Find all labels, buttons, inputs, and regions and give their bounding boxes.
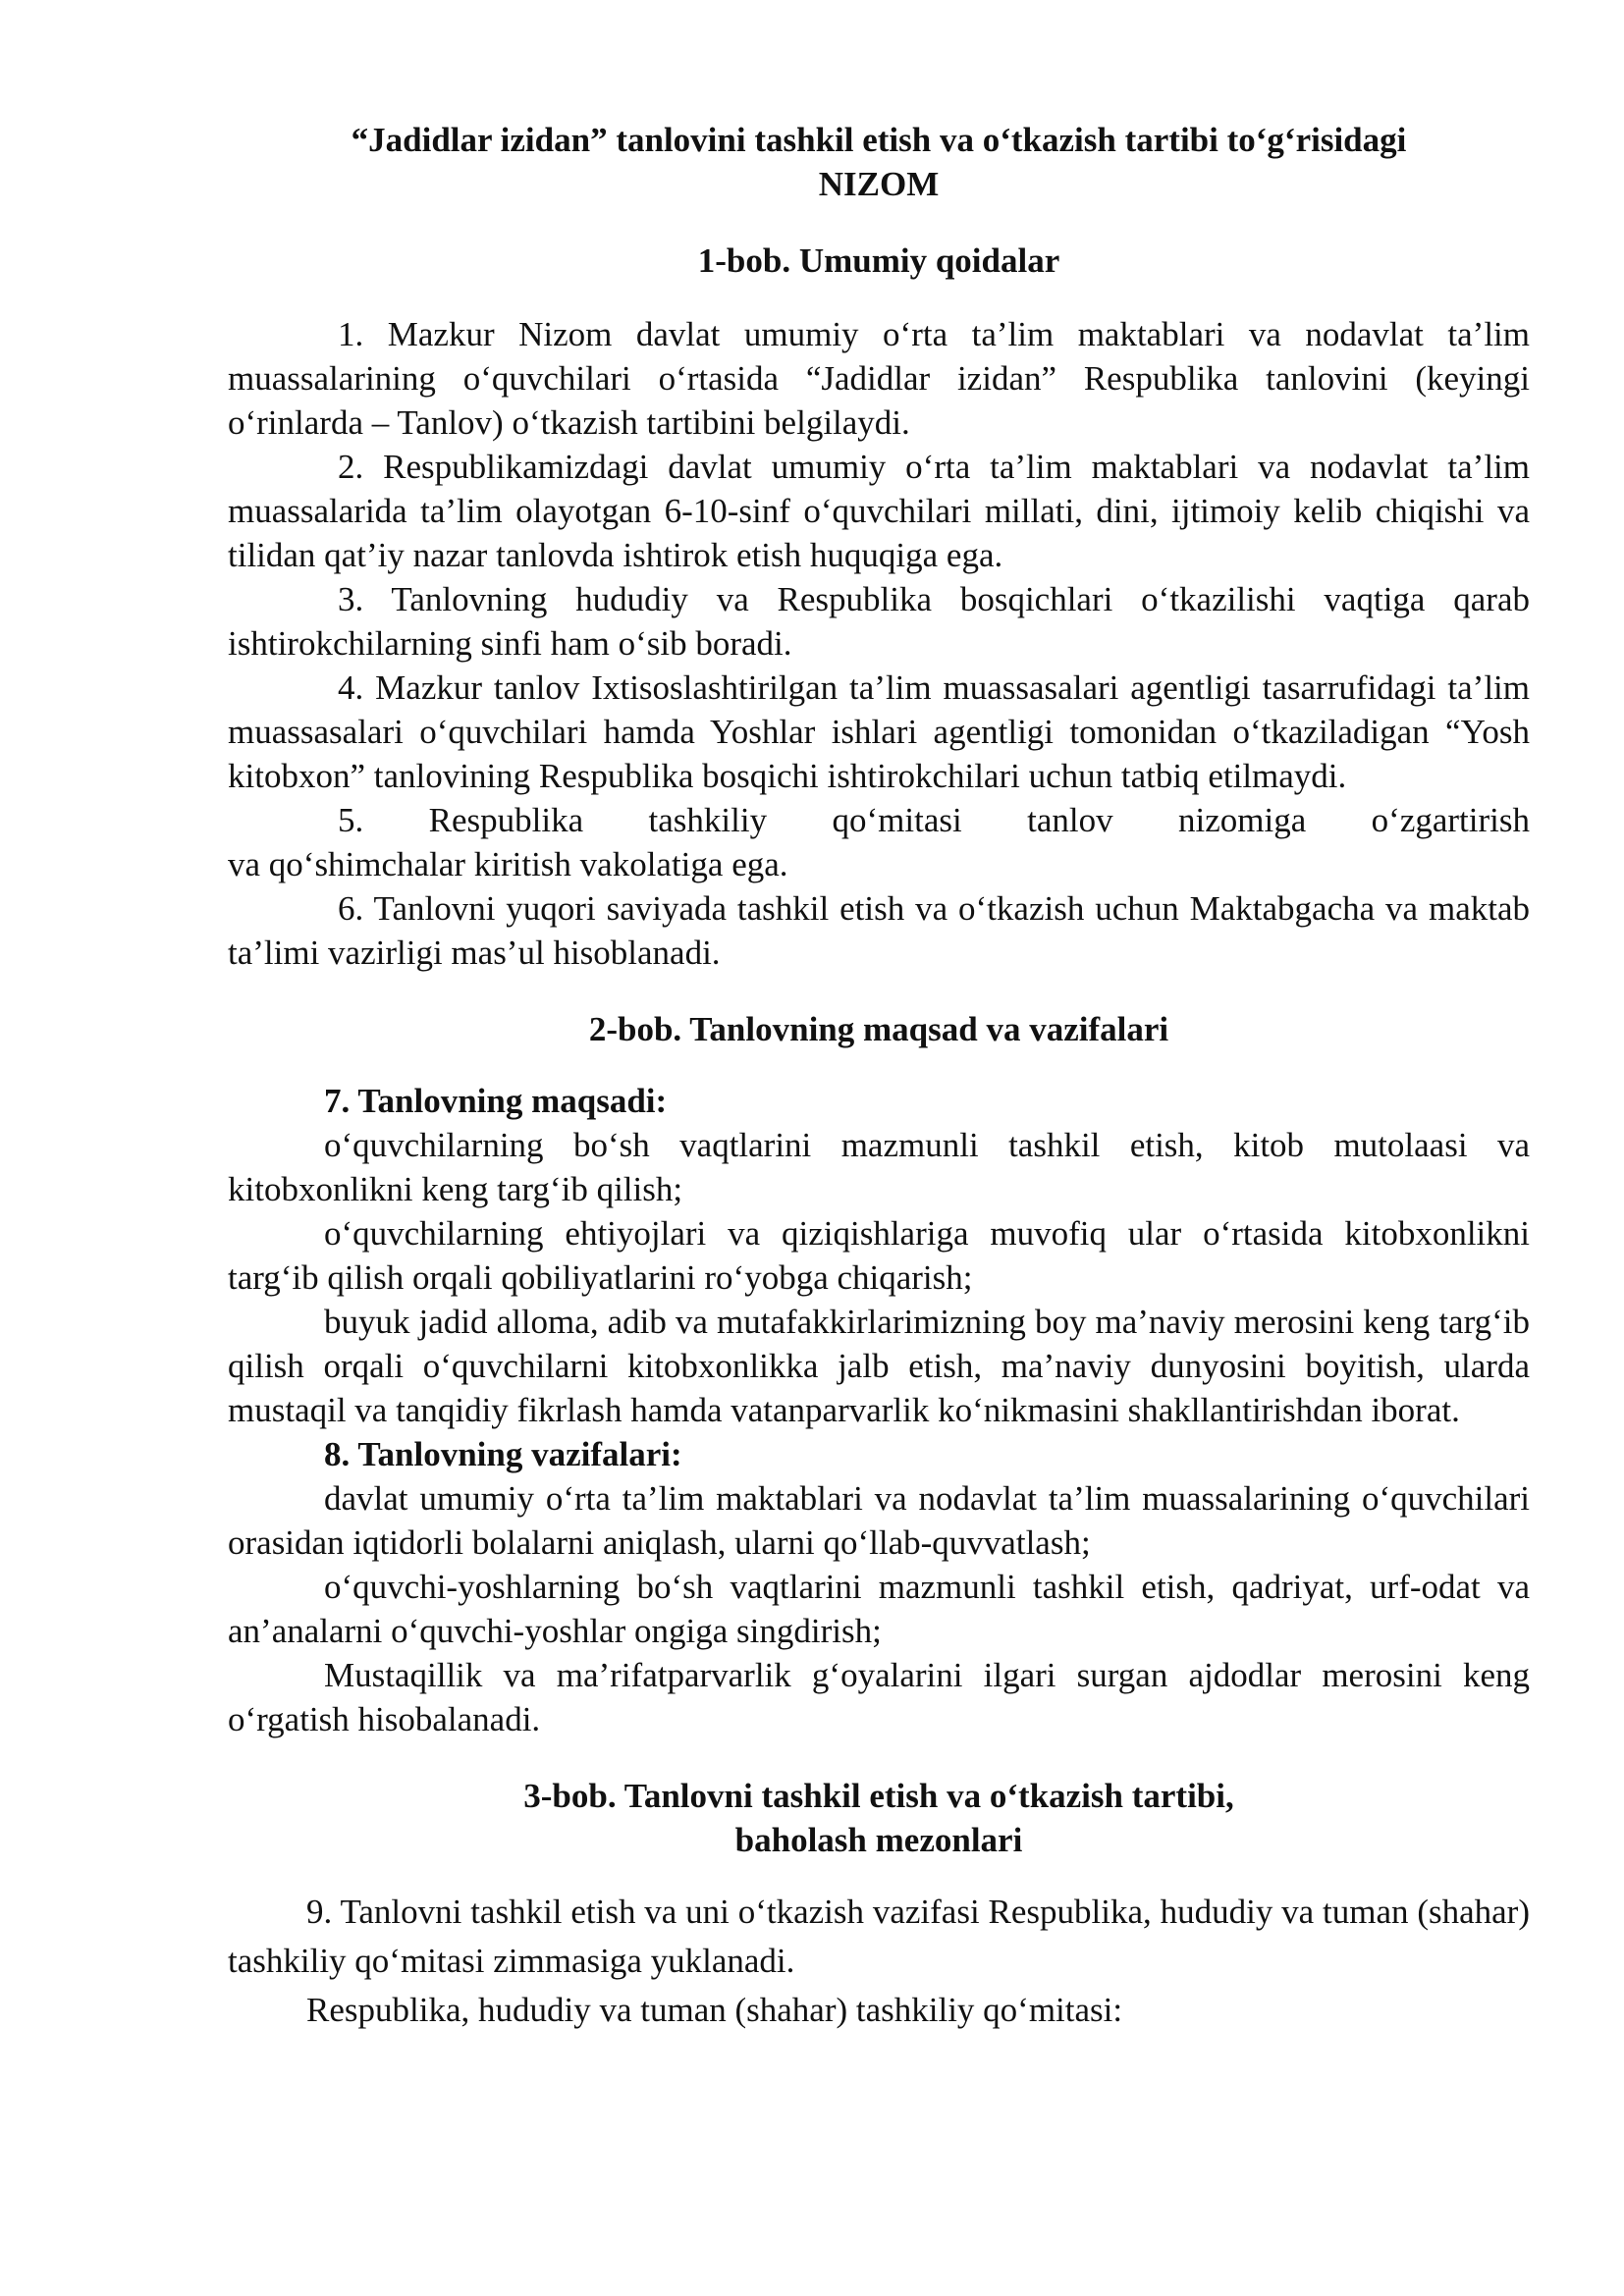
paragraph-item-5-line1: 5. Respublika tashkiliy qo‘mitasi tanlov nizomiga o‘zgartirish	[338, 801, 1530, 839]
paragraph-item-5-line2: va qo‘shimchalar kiritish vakolatiga ega.	[228, 845, 788, 883]
paragraph-item-4: 4. Mazkur tanlov Ixtisoslashtirilgan ta’lim muassasalari agentligi tasarrufidagi ta’lim muassasalari o‘quvchilari hamda Yoshlar ishlari agentligi tomonidan o‘tkaziladigan “Yosh kitobxon” tanlovining Respublika bosqichi ishtirokchilari uchun tatbiq etilmaydi.	[228, 668, 1530, 795]
chapter3-body	[228, 1888, 1530, 2035]
chapter2-heading: 2-bob. Tanlovning maqsad va vazifalari	[588, 1010, 1169, 1048]
item7-paragraph-1: o‘quvchilarning bo‘sh vaqtlarini mazmunli tashkil etish, kitob mutolaasi va kitobxonlikni keng targ‘ib qilish;	[228, 1126, 1530, 1208]
paragraph-committee: Respublika, hududiy va tuman (shahar) tashkiliy qo‘mitasi:	[306, 1991, 1123, 2029]
chapter3-heading-line1: 3-bob. Tanlovni tashkil etish va o‘tkazish tartibi,	[523, 1777, 1234, 1815]
item7-paragraph-3: buyuk jadid alloma, adib va mutafakkirlarimizning boy ma’naviy merosini keng targ‘ib qilish orqali o‘quvchilarni kitobxonlikka jalb etish, ma’naviy dunyosini boyitish, ularda mustaqil va tanqidiy fikrlash hamda vatanparvarlik ko‘nikmasini shakllantirishdan iborat.	[228, 1303, 1530, 1429]
chapter1-heading: 1-bob. Umumiy qoidalar	[697, 241, 1060, 280]
document-title-line2: NIZOM	[818, 165, 940, 203]
item7-heading: 7. Tanlovning maqsadi:	[324, 1082, 668, 1120]
chapter1-body	[228, 312, 1530, 975]
item8-paragraph-3: Mustaqillik va ma’rifatparvarlik g‘oyalarini ilgari surgan ajdodlar merosini keng o‘rgatish hisobalanadi.	[228, 1656, 1530, 1738]
paragraph-item-2: 2. Respublikamizdagi davlat umumiy o‘rta ta’lim maktablari va nodavlat ta’lim muassalarida ta’lim olayotgan 6-10-sinf o‘quvchilari millati, dini, ijtimoiy kelib chiqishi va tilidan qat’iy nazar tanlovda ishtirok etish huquqiga ega.	[228, 448, 1530, 574]
chapter3-heading-line2: baholash mezonlari	[734, 1821, 1023, 1859]
item7-paragraph-2: o‘quvchilarning ehtiyojlari va qiziqishlariga muvofiq ular o‘rtasida kitobxonlikni targ‘ib qilish orqali qobiliyatlarini ro‘yobga chiqarish;	[228, 1214, 1530, 1297]
item8-paragraph-1: davlat umumiy o‘rta ta’lim maktablari va nodavlat ta’lim muassalarining o‘quvchilari orasidan iqtidorli bolalarni aniqlash, ularni qo‘llab-quvvatlash;	[228, 1479, 1530, 1562]
paragraph-item-1: 1. Mazkur Nizom davlat umumiy o‘rta ta’lim maktablari va nodavlat ta’lim muassalarining o‘quvchilari o‘rtasida “Jadidlar izidan” Respublika tanlovini (keyingi o‘rinlarda – Tanlov) o‘tkazish tartibini belgilaydi.	[228, 315, 1530, 442]
chapter2-body	[228, 1079, 1530, 1741]
document-title-line1: “Jadidlar izidan” tanlovini tashkil etish va o‘tkazish tartibi to‘g‘risidagi	[351, 121, 1407, 159]
paragraph-item-3: 3. Tanlovning hududiy va Respublika bosqichlari o‘tkazilishi vaqtiga qarab ishtirokchilarning sinfi ham o‘sib boradi.	[228, 580, 1530, 663]
item8-heading: 8. Tanlovning vazifalari:	[324, 1435, 682, 1473]
paragraph-item-9: 9. Tanlovni tashkil etish va uni o‘tkazish vazifasi Respublika, hududiy va tuman (shahar) tashkiliy qo‘mitasi zimmasiga yuklanadi.	[228, 1893, 1530, 1980]
document-page	[228, 118, 1530, 2035]
paragraph-item-6: 6. Tanlovni yuqori saviyada tashkil etish va o‘tkazish uchun Maktabgacha va maktab ta’limi vazirligi mas’ul hisoblanadi.	[228, 889, 1530, 972]
item8-paragraph-2: o‘quvchi-yoshlarning bo‘sh vaqtlarini mazmunli tashkil etish, qadriyat, urf-odat va an’analarni o‘quvchi-yoshlar ongiga singdirish;	[228, 1568, 1530, 1650]
